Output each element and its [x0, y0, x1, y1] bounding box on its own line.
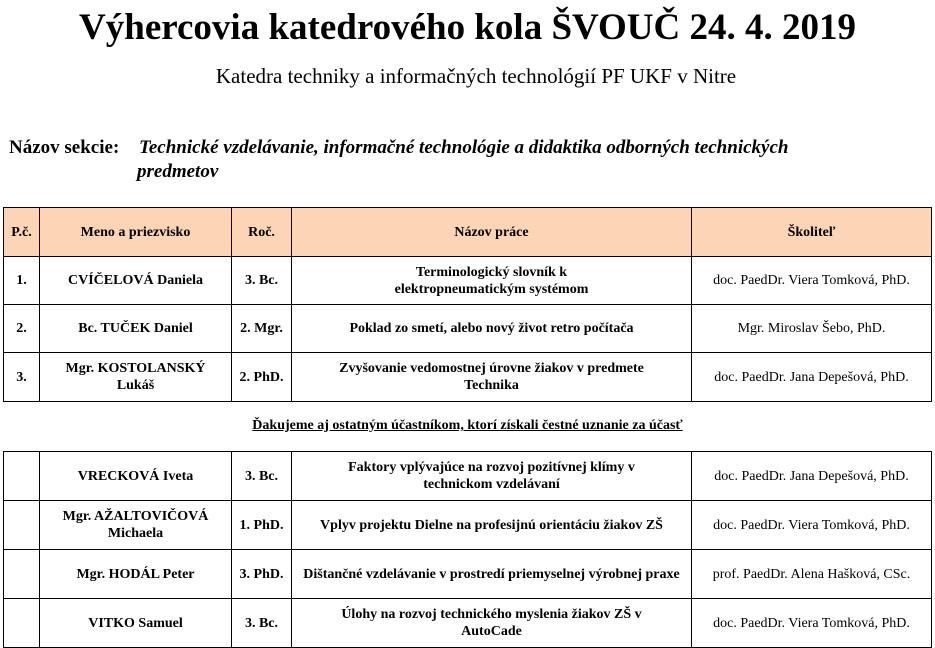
cell-supervisor: doc. PaedDr. Viera Tomková, PhD.: [692, 501, 932, 550]
cell-title: Zvyšovanie vedomostnej úrovne žiakov v predmete Technika: [292, 353, 692, 402]
section-value-line2: predmetov: [137, 161, 219, 182]
cell-num: 3.: [4, 353, 40, 402]
cell-name: Mgr. HODÁL Peter: [40, 550, 232, 599]
cell-num: 2.: [4, 305, 40, 353]
cell-title: Vplyv projektu Dielne na profesijnú orientáciu žiakov ZŠ: [292, 501, 692, 550]
table-row: [4, 599, 932, 648]
cell-num: [4, 599, 40, 648]
section-heading: [9, 136, 788, 184]
thanks-note: Ďakujeme aj ostatným účastníkom, ktorí získali čestné uznanie za účasť: [252, 418, 683, 433]
section-label: Názov sekcie:: [9, 137, 120, 158]
cell-num: 1.: [4, 257, 40, 305]
cell-name: CVÍČELOVÁ Daniela: [40, 257, 232, 305]
header-cell: P.č.: [4, 208, 40, 257]
cell-num: [4, 550, 40, 599]
cell-name: VRECKOVÁ Iveta: [40, 452, 232, 501]
cell-title: Faktory vplývajúce na rozvoj pozitívnej klímy v technickom vzdelávaní: [292, 452, 692, 501]
cell-supervisor: prof. PaedDr. Alena Hašková, CSc.: [692, 550, 932, 599]
cell-name: VITKO Samuel: [40, 599, 232, 648]
header-cell: Školiteľ: [692, 208, 932, 257]
cell-name: Mgr. KOSTOLANSKÝ Lukáš: [40, 353, 232, 402]
header-cell: Názov práce: [292, 208, 692, 257]
table-row: [4, 501, 932, 550]
table-row: [4, 305, 932, 353]
table-row: [4, 257, 932, 305]
cell-title: Úlohy na rozvoj technického myslenia žiakov ZŠ v AutoCade: [292, 599, 692, 648]
cell-title: Dištančné vzdelávanie v prostredí priemyselnej výrobnej praxe: [292, 550, 692, 599]
cell-num: [4, 501, 40, 550]
page-subtitle: Katedra techniky a informačných technológií PF UKF v Nitre: [215, 64, 737, 88]
cell-num: [4, 452, 40, 501]
table-row: [4, 550, 932, 599]
cell-year: 3. Bc.: [232, 599, 292, 648]
cell-year: 1. PhD.: [232, 501, 292, 550]
header-cell: Meno a priezvisko: [40, 208, 232, 257]
cell-supervisor: doc. PaedDr. Jana Depešová, PhD.: [692, 452, 932, 501]
section-value-line1: Technické vzdelávanie, informačné technológie a didaktika odborných technických: [139, 137, 789, 158]
cell-year: 3. Bc.: [232, 452, 292, 501]
header-cell: Roč.: [232, 208, 292, 257]
cell-supervisor: doc. PaedDr. Viera Tomková, PhD.: [692, 599, 932, 648]
cell-year: 3. PhD.: [232, 550, 292, 599]
cell-supervisor: doc. PaedDr. Jana Depešová, PhD.: [692, 353, 932, 402]
table-row: [4, 353, 932, 402]
cell-year: 3. Bc.: [232, 257, 292, 305]
cell-year: 2. PhD.: [232, 353, 292, 402]
cell-name: Mgr. AŽALTOVIČOVÁ Michaela: [40, 501, 232, 550]
winners-table: [3, 207, 932, 402]
table-header-row: [4, 208, 932, 257]
cell-supervisor: doc. PaedDr. Viera Tomková, PhD.: [692, 257, 932, 305]
cell-supervisor: Mgr. Miroslav Šebo, PhD.: [692, 305, 932, 353]
cell-title: Terminologický slovník k elektropneumatickým systémom: [292, 257, 692, 305]
others-table: [3, 451, 932, 648]
cell-title: Poklad zo smetí, alebo nový život retro počítača: [292, 305, 692, 353]
page-title: Výhercovia katedrového kola ŠVOUČ 24. 4. 2019: [79, 7, 856, 48]
table-row: [4, 452, 932, 501]
cell-name: Bc. TUČEK Daniel: [40, 305, 232, 353]
cell-year: 2. Mgr.: [232, 305, 292, 353]
